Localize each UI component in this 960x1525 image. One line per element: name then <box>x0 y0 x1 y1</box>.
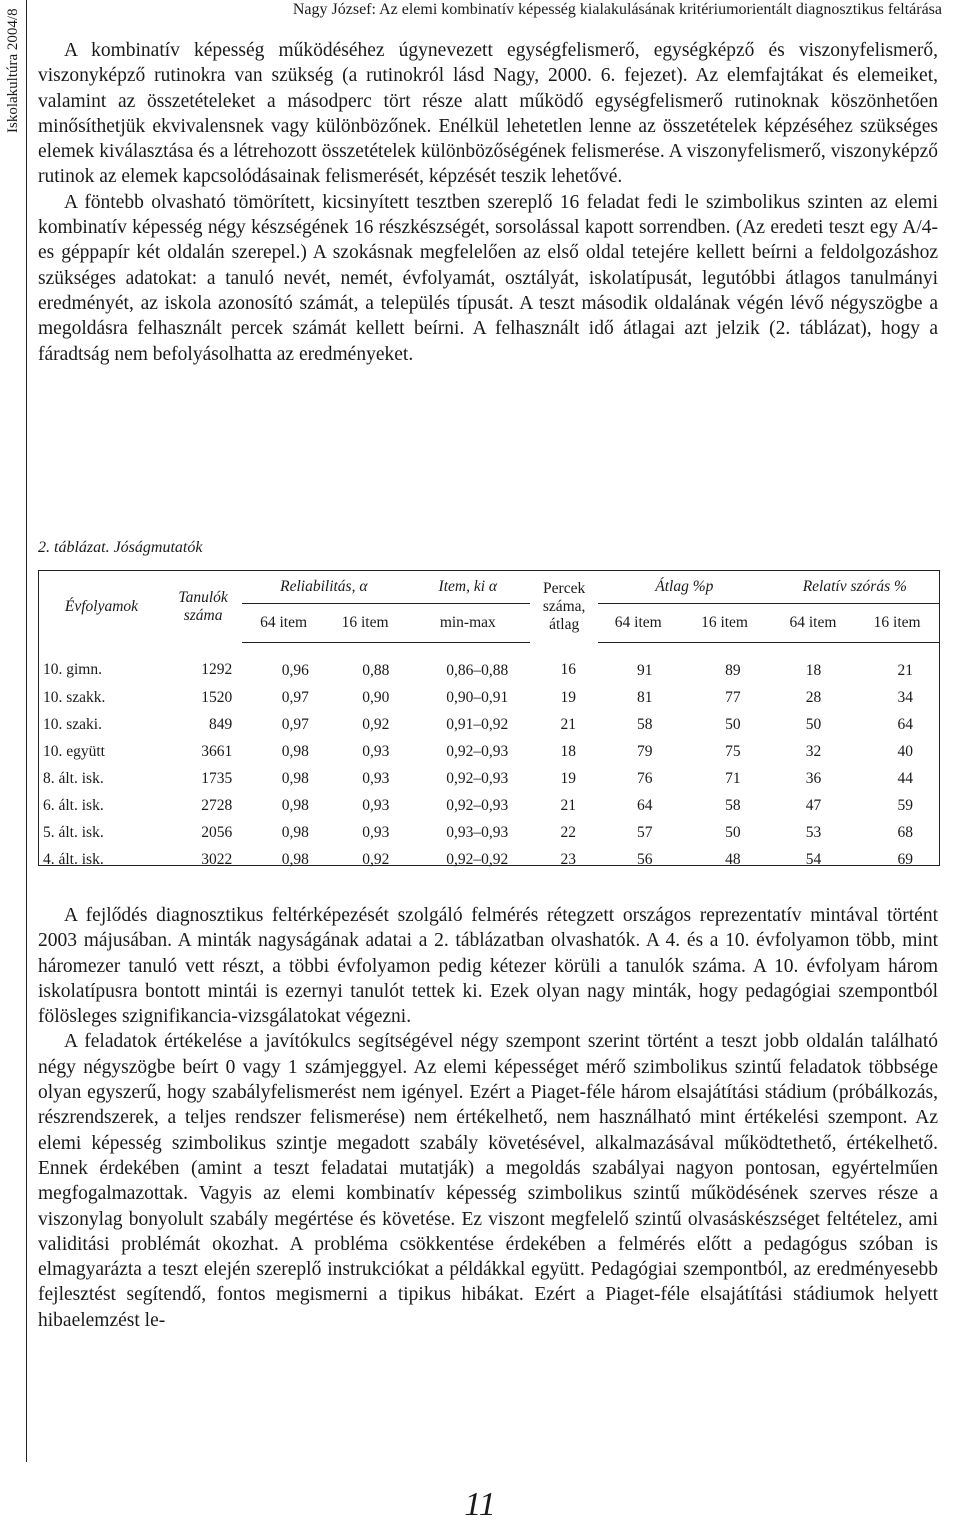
cell-szoras-16: 59 <box>897 796 913 814</box>
cell-szoras-16: 40 <box>897 742 913 760</box>
cell-atlag-64: 79 <box>636 742 653 760</box>
cell-atlag-16: 89 <box>725 661 741 679</box>
cell-szoras-16: 44 <box>897 769 913 787</box>
cell-atlag-16: 50 <box>725 715 741 733</box>
cell-rel-64: 0,98 <box>281 742 309 760</box>
header-percek-line3: átlag <box>549 615 580 633</box>
cell-szoras-64: 53 <box>805 823 822 841</box>
cell-atlag-16: 71 <box>725 769 741 787</box>
cell-evfolyam: 8. ált. isk. <box>43 769 104 787</box>
cell-percek: 21 <box>560 715 577 733</box>
cell-szoras-64: 54 <box>805 850 822 868</box>
cell-szoras-64: 32 <box>805 742 822 760</box>
header-item-ki: Item, ki α <box>405 571 530 604</box>
cell-item-minmax: 0,90–0,91 <box>446 688 509 706</box>
cell-szoras-16: 68 <box>897 823 913 841</box>
subheader-rel-16: 16 item <box>325 604 405 643</box>
header-tanulok-line1: Tanulók <box>178 588 228 606</box>
cell-evfolyam: 4. ált. isk. <box>43 850 104 868</box>
cell-evfolyam: 6. ált. isk. <box>43 796 104 814</box>
header-percek-line1: Percek <box>543 579 586 597</box>
journal-side-label: Iskolakultúra 2004/8 <box>5 8 21 133</box>
cell-tanulok: 3022 <box>201 850 233 868</box>
cell-rel-64: 0,98 <box>281 796 309 814</box>
body-text-block-2 <box>38 903 938 1333</box>
cell-atlag-64: 81 <box>636 688 653 706</box>
cell-item-minmax: 0,92–0,93 <box>446 769 509 787</box>
table-row <box>39 684 939 711</box>
subheader-szoras-64: 64 item <box>771 604 856 643</box>
cell-rel-16: 0,93 <box>362 796 390 814</box>
table-row <box>39 792 939 819</box>
cell-evfolyam: 10. szakk. <box>43 688 106 706</box>
cell-szoras-64: 36 <box>805 769 822 787</box>
cell-atlag-16: 75 <box>725 742 741 760</box>
cell-percek: 21 <box>560 796 577 814</box>
cell-item-minmax: 0,91–0,92 <box>446 715 509 733</box>
cell-rel-16: 0,92 <box>362 850 390 868</box>
cell-evfolyam: 10. gimn. <box>43 661 102 679</box>
paragraph: A föntebb olvasható tömörített, kicsinyített tesztben szereplő 16 feladat fedi le szimbolikus szinten az elemi kombinatív képesség négy készségének 16 részkészségét, sorsolással kapott sorrendben. (Az eredeti teszt egy A/4-es géppapír két oldalán szerepel.) A szokásnak megfelelően az első oldal tetejére kellett beírni a feldolgozáshoz szükséges adatokat: a tanuló nevét, nemét, évfolyamát, osztályát, iskolatípusát, legutóbbi átlagos tanulmányi eredményét, az iskola azonosító számát, a település típusát. A teszt második oldalának végén lévő négyszögbe a megoldásra felhasznált percek számát kellett beírni. A felhasznált idő átlagai azt jelzik (2. táblázat), hogy a fáradtság nem befolyásolhatta az eredményeket. <box>38 191 938 365</box>
cell-atlag-64: 56 <box>636 850 653 868</box>
cell-tanulok: 2056 <box>201 823 233 841</box>
subheader-szoras-16: 16 item <box>855 604 939 643</box>
table-row <box>39 643 939 685</box>
header-percek <box>530 571 598 643</box>
header-percek-line2: száma, <box>542 597 586 615</box>
cell-percek: 19 <box>560 769 577 787</box>
cell-szoras-64: 28 <box>805 688 822 706</box>
cell-item-minmax: 0,92–0,93 <box>446 742 509 760</box>
cell-atlag-16: 50 <box>725 823 741 841</box>
cell-item-minmax: 0,92–0,93 <box>446 796 509 814</box>
table-row <box>39 765 939 792</box>
cell-evfolyam: 10. szaki. <box>43 715 102 733</box>
table-body <box>39 643 939 874</box>
cell-tanulok: 1735 <box>201 769 233 787</box>
cell-item-minmax: 0,92–0,92 <box>446 850 509 868</box>
cell-atlag-64: 57 <box>636 823 653 841</box>
cell-atlag-64: 58 <box>636 715 653 733</box>
table-row <box>39 738 939 765</box>
side-rule <box>26 0 27 1462</box>
cell-rel-16: 0,92 <box>362 715 390 733</box>
results-table <box>38 570 940 866</box>
cell-tanulok: 3661 <box>201 742 233 760</box>
subheader-rel-64: 64 item <box>242 604 325 643</box>
cell-rel-64: 0,98 <box>281 769 309 787</box>
cell-tanulok: 1292 <box>201 661 233 679</box>
header-evfolyamok: Évfolyamok <box>64 597 139 615</box>
cell-szoras-16: 64 <box>897 715 913 733</box>
subheader-minmax: min-max <box>405 604 530 643</box>
cell-tanulok: 1520 <box>201 688 233 706</box>
cell-szoras-64: 18 <box>805 661 822 679</box>
cell-rel-64: 0,97 <box>281 715 309 733</box>
cell-atlag-16: 48 <box>725 850 741 868</box>
header-tanulok-line2: száma <box>183 606 223 624</box>
cell-rel-16: 0,93 <box>362 823 390 841</box>
cell-rel-64: 0,96 <box>281 661 309 679</box>
cell-evfolyam: 5. ált. isk. <box>43 823 104 841</box>
table-row <box>39 819 939 846</box>
header-reliabilitas: Reliabilitás, α <box>242 571 405 604</box>
page-number: 11 <box>464 1486 496 1523</box>
paragraph: A kombinatív képesség működéséhez úgynevezett egységfelismerő, egységképző és viszonyfelismerő, viszonyképző rutinokra van szükség (a rutinokról lásd Nagy, 2000. 6. fejezet). Az elemfajtákat és elemeiket, valamint az összetételeket a másodperc tört része alatt működő egységfelismerő rutinoknak köszönhetően minősíthetjük ekvivalensnek vagy különbözőnek. Enélkül lehetetlen lenne az összetételek képzéséhez szükséges elemek kiválasztása és a létrehozott összetételek különbözőségének felismerése. A viszonyfelismerő, viszonyképző rutinok az elemek kapcsolódásainak felismerését, képzését teszik lehetővé. <box>38 40 938 188</box>
cell-percek: 19 <box>560 688 577 706</box>
cell-szoras-16: 21 <box>897 661 913 679</box>
paragraph: A feladatok értékelése a javítókulcs segítségével négy szempont szerint történt a teszt jobb oldalán található négy négyszögbe beírt 0 vagy 1 számjeggyel. Az elemi képességet mérő szimbolikus szintű feladatok többsége olyan egyszerű, hogy szabályfelismerést nem igényel. Ezért a Piaget-féle három elsajátítási stádium (próbálkozás, részrendszerek, a teljes rendszer felismerése) nem értékelhető, nem használható mint értékelési szempont. Az elemi képesség szimbolikus szintje megadott szabály követésével, alkalmazásával működtethető, értékelhető. Ennek érdekében (amint a teszt feladatai mutatják) a megoldás szabályai nagyon pontosan, egyértelműen megfogalmazottak. Vagyis az elemi kombinatív képesség szimbolikus szintű működésének szerves része a viszonylag bonyolult szabály megértése és követése. Ez viszont megfelelő szintű olvasáskészséget feltételez, ami validitási problémát okozhat. A probléma csökkentése érdekében a felmérés előtt a pedagógus szóban is elmagyarázta a teszt elején szereplő instrukciókat a példákkal együtt. Pedagógiai szempontból, az eredményesebb fejlesztést segítendő, fontos megismerni a tipikus hibákat. Ezért a Piaget-féle elsajátítási stádiumok helyett hibaelemzést le- <box>38 1031 938 1331</box>
cell-szoras-16: 69 <box>897 850 913 868</box>
table-row <box>39 711 939 738</box>
cell-rel-64: 0,97 <box>281 688 309 706</box>
cell-rel-16: 0,93 <box>362 742 390 760</box>
cell-szoras-64: 47 <box>805 796 822 814</box>
subheader-atlag-16: 16 item <box>678 604 770 643</box>
running-head: Nagy József: Az elemi kombinatív képesség kialakulásának kritériumorientált diagnosztikus feltárása <box>292 1 942 18</box>
cell-percek: 18 <box>560 742 577 760</box>
cell-rel-16: 0,93 <box>362 769 390 787</box>
cell-rel-16: 0,88 <box>362 661 390 679</box>
cell-percek: 16 <box>560 661 577 679</box>
cell-atlag-16: 58 <box>725 796 741 814</box>
cell-atlag-16: 77 <box>725 688 741 706</box>
cell-item-minmax: 0,86–0,88 <box>446 661 509 679</box>
cell-szoras-64: 50 <box>805 715 822 733</box>
cell-percek: 23 <box>560 850 577 868</box>
table-row <box>39 846 939 873</box>
cell-szoras-16: 34 <box>897 688 913 706</box>
cell-rel-64: 0,98 <box>281 823 309 841</box>
cell-evfolyam: 10. együtt <box>43 742 105 760</box>
cell-atlag-64: 91 <box>636 661 653 679</box>
cell-tanulok: 849 <box>209 715 233 733</box>
cell-rel-16: 0,90 <box>362 688 390 706</box>
body-text-block-1 <box>38 38 938 367</box>
cell-atlag-64: 64 <box>636 796 653 814</box>
paragraph: A fejlődés diagnosztikus feltérképezését szolgáló felmérés rétegzett országos reprezentatív mintával történt 2003 májusában. A minták nagyságának adatai a 2. táblázatban olvashatók. A 4. és a 10. évfolyamon több, mint háromezer tanuló vett részt, a többi évfolyamon pedig kétezer körüli a tanulók száma. A 10. évfolyam három iskolatípusra bontott mintái is ezernyi tanulót tettek ki. Ezek olyan nagy minták, hogy pedagógiai szempontból fölösleges szignifikancia-vizsgálatokat végezni. <box>38 905 938 1028</box>
cell-rel-64: 0,98 <box>281 850 309 868</box>
table-caption: 2. táblázat. Jóságmutatók <box>38 539 203 556</box>
subheader-atlag-64: 64 item <box>598 604 678 643</box>
cell-atlag-64: 76 <box>636 769 653 787</box>
header-tanulok-szama <box>164 571 242 643</box>
cell-tanulok: 2728 <box>201 796 233 814</box>
header-atlag: Átlag %p <box>598 571 771 604</box>
cell-percek: 22 <box>560 823 577 841</box>
cell-item-minmax: 0,93–0,93 <box>446 823 509 841</box>
header-relativ-szoras: Relatív szórás % <box>771 571 939 604</box>
